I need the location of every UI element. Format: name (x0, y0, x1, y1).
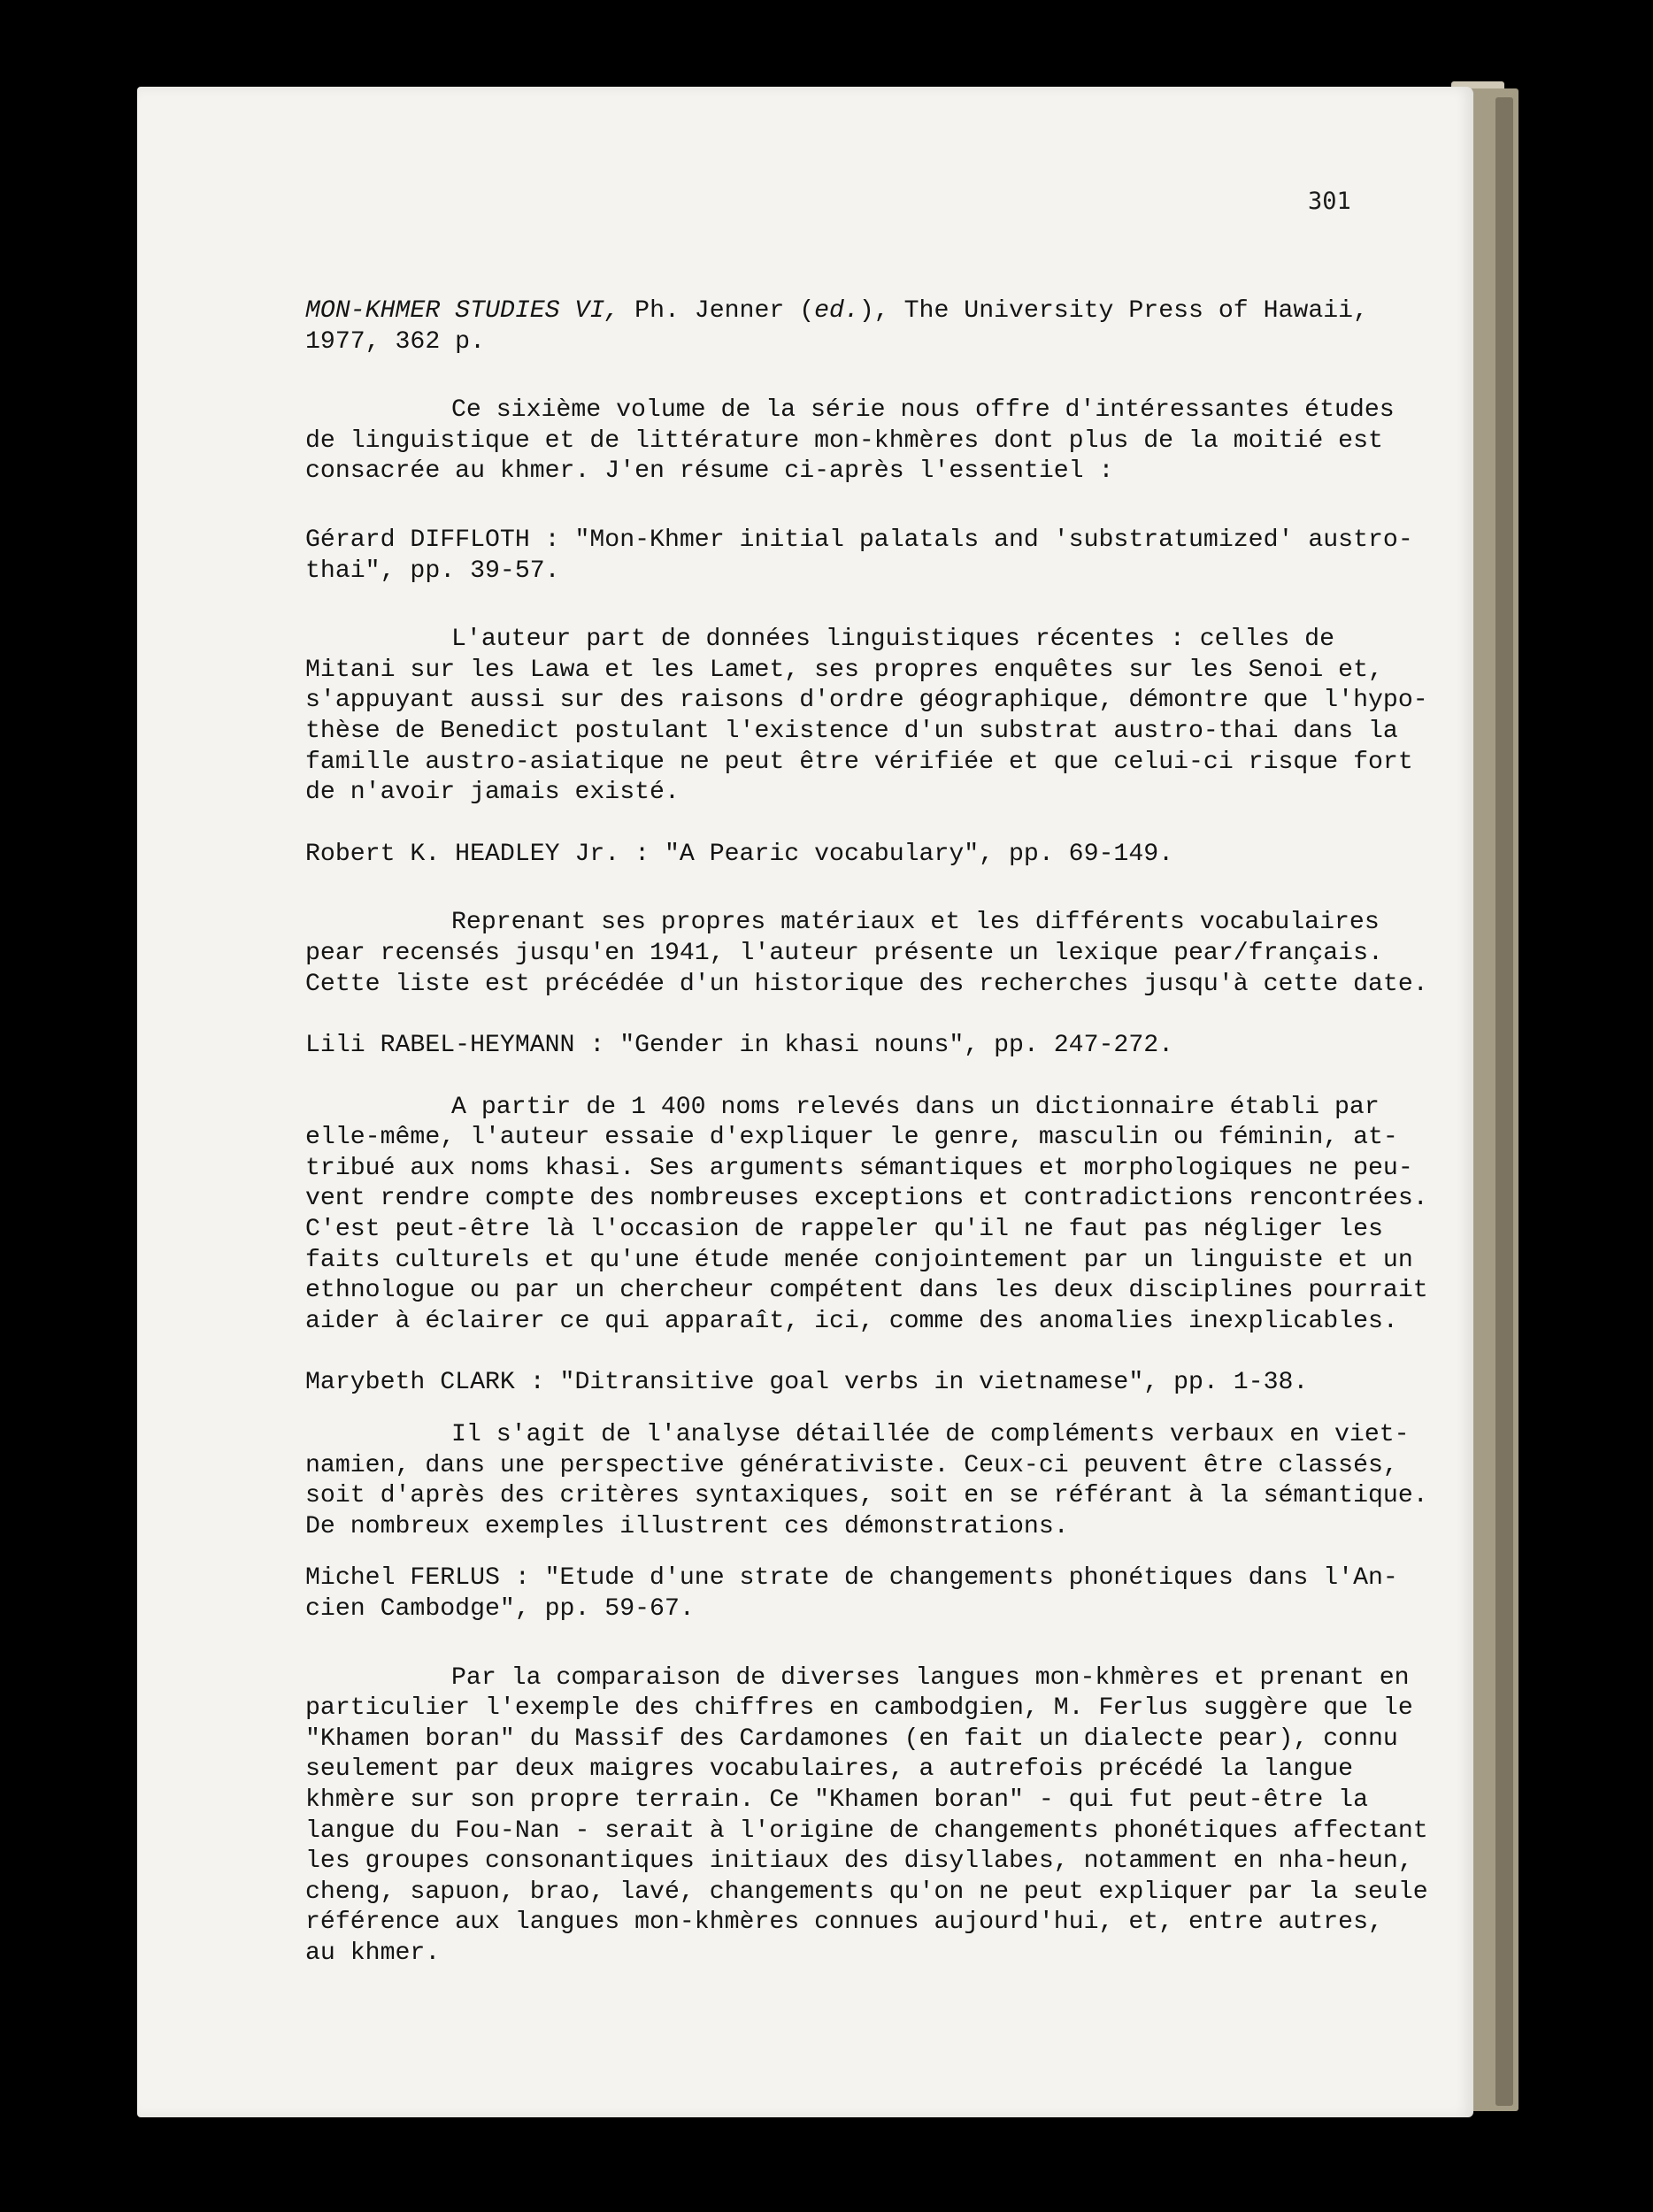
book-heading-line: 1977, 362 p. (305, 327, 485, 356)
entry-reference: Robert K. HEADLEY Jr. : "A Pearic vocabulary", pp. 69-149. (305, 840, 1174, 868)
page-number: 301 (1308, 188, 1351, 215)
entry-reference: cien Cambodge", pp. 59-67. (305, 1595, 695, 1623)
entry-summary-line: cheng, sapuon, brao, lavé, changements qu'on ne peut expliquer par la seule (305, 1878, 1428, 1906)
entry-summary-line: particulier l'exemple des chiffres en cambodgien, M. Ferlus suggère que le (305, 1694, 1413, 1723)
book-heading-text: Ph. Jenner ( (619, 297, 815, 325)
book-title: MON-KHMER STUDIES VI, (305, 297, 620, 325)
review-text (305, 296, 1429, 1970)
entry-summary-line: famille austro-asiatique ne peut être vérifiée et que celui-ci risque fort (305, 748, 1413, 776)
book-heading (305, 296, 1429, 327)
entry-summary-line: elle-même, l'auteur essaie d'expliquer le genre, masculin ou féminin, at- (305, 1124, 1398, 1152)
entry-summary-line: référence aux langues mon-khmères connues aujourd'hui, et, entre autres, (305, 1909, 1383, 1937)
page-stack-edge (1495, 97, 1513, 2106)
entry-summary-line: A partir de 1 400 noms relevés dans un dictionnaire établi par (451, 1093, 1380, 1121)
entry-summary-line: de n'avoir jamais existé. (305, 779, 680, 807)
intro-line: consacrée au khmer. J'en résume ci-après l'essentiel : (305, 457, 1114, 486)
entry-reference: Gérard DIFFLOTH : "Mon-Khmer initial palatals and 'substratumized' austro- (305, 526, 1413, 554)
entry-summary-line: thèse de Benedict postulant l'existence d'un substrat austro-thai dans la (305, 717, 1398, 745)
entry-summary-line: vent rendre compte des nombreuses exceptions et contradictions rencontrées. (305, 1185, 1428, 1213)
entry-summary-line: De nombreux exemples illustrent ces démonstrations. (305, 1512, 1069, 1540)
entry-summary-line: langue du Fou-Nan - serait à l'origine de changements phonétiques affectant (305, 1816, 1428, 1845)
entry-summary-line: les groupes consonantiques initiaux des disyllabes, notamment en nha-heun, (305, 1847, 1413, 1876)
entry-summary-line: L'auteur part de données linguistiques récentes : celles de (451, 626, 1334, 654)
entry-summary-line: khmère sur son propre terrain. Ce "Khamen boran" - qui fut peut-être la (305, 1786, 1368, 1814)
entry-reference: thai", pp. 39-57. (305, 557, 560, 585)
entry-summary-line: s'appuyant aussi sur des raisons d'ordre géographique, démontre que l'hypo- (305, 687, 1428, 715)
entry-summary-line: tribué aux noms khasi. Ses arguments sémantiques et morphologiques ne peu- (305, 1154, 1413, 1182)
entry-summary-line: Mitani sur les Lawa et les Lamet, ses propres enquêtes sur les Senoi et, (305, 656, 1383, 684)
entry-reference: Michel FERLUS : "Etude d'une strate de changements phonétiques dans l'An- (305, 1564, 1398, 1593)
entry-summary-line: soit d'après des critères syntaxiques, soit en se référant à la sémantique. (305, 1482, 1428, 1510)
entry-summary-line: aider à éclairer ce qui apparaît, ici, comme des anomalies inexplicables. (305, 1307, 1398, 1335)
entry-summary-line: Reprenant ses propres matériaux et les différents vocabulaires (451, 909, 1380, 937)
entry-summary-line: faits culturels et qu'une étude menée conjointement par un linguiste et un (305, 1246, 1413, 1274)
entry-summary-line: Cette liste est précédée d'un historique des recherches jusqu'à cette date. (305, 970, 1428, 998)
intro-line: de linguistique et de littérature mon-khmères dont plus de la moitié est (305, 426, 1383, 455)
entry-summary-line: au khmer. (305, 1939, 441, 1967)
editor-abbrev: ed. (814, 297, 859, 325)
entry-summary-line: C'est peut-être là l'occasion de rappeler qu'il ne faut pas négliger les (305, 1216, 1383, 1244)
entry-summary-line: Il s'agit de l'analyse détaillée de compléments verbaux en viet- (451, 1421, 1410, 1449)
entry-summary-line: namien, dans une perspective générativiste. Ceux-ci peuvent être classés, (305, 1451, 1398, 1479)
entry-summary-line: ethnologue ou par un chercheur compétent dans les deux disciplines pourrait (305, 1277, 1428, 1305)
book-heading-text: ), The University Press of Hawaii, (858, 297, 1369, 325)
entry-reference: Marybeth CLARK : "Ditransitive goal verbs in vietnamese", pp. 1-38. (305, 1369, 1309, 1397)
entry-summary-line: pear recensés jusqu'en 1941, l'auteur présente un lexique pear/français. (305, 939, 1383, 967)
entry-reference: Lili RABEL-HEYMANN : "Gender in khasi nouns", pp. 247-272. (305, 1032, 1174, 1060)
entry-summary-line: Par la comparaison de diverses langues mon-khmères et prenant en (451, 1663, 1410, 1692)
intro-line: Ce sixième volume de la série nous offre d'intéressantes études (451, 396, 1395, 425)
entry-summary-line: "Khamen boran" du Massif des Cardamones (en fait un dialecte pear), connu (305, 1724, 1398, 1753)
entry-summary-line: seulement par deux maigres vocabulaires, a autrefois précédé la langue (305, 1755, 1354, 1784)
